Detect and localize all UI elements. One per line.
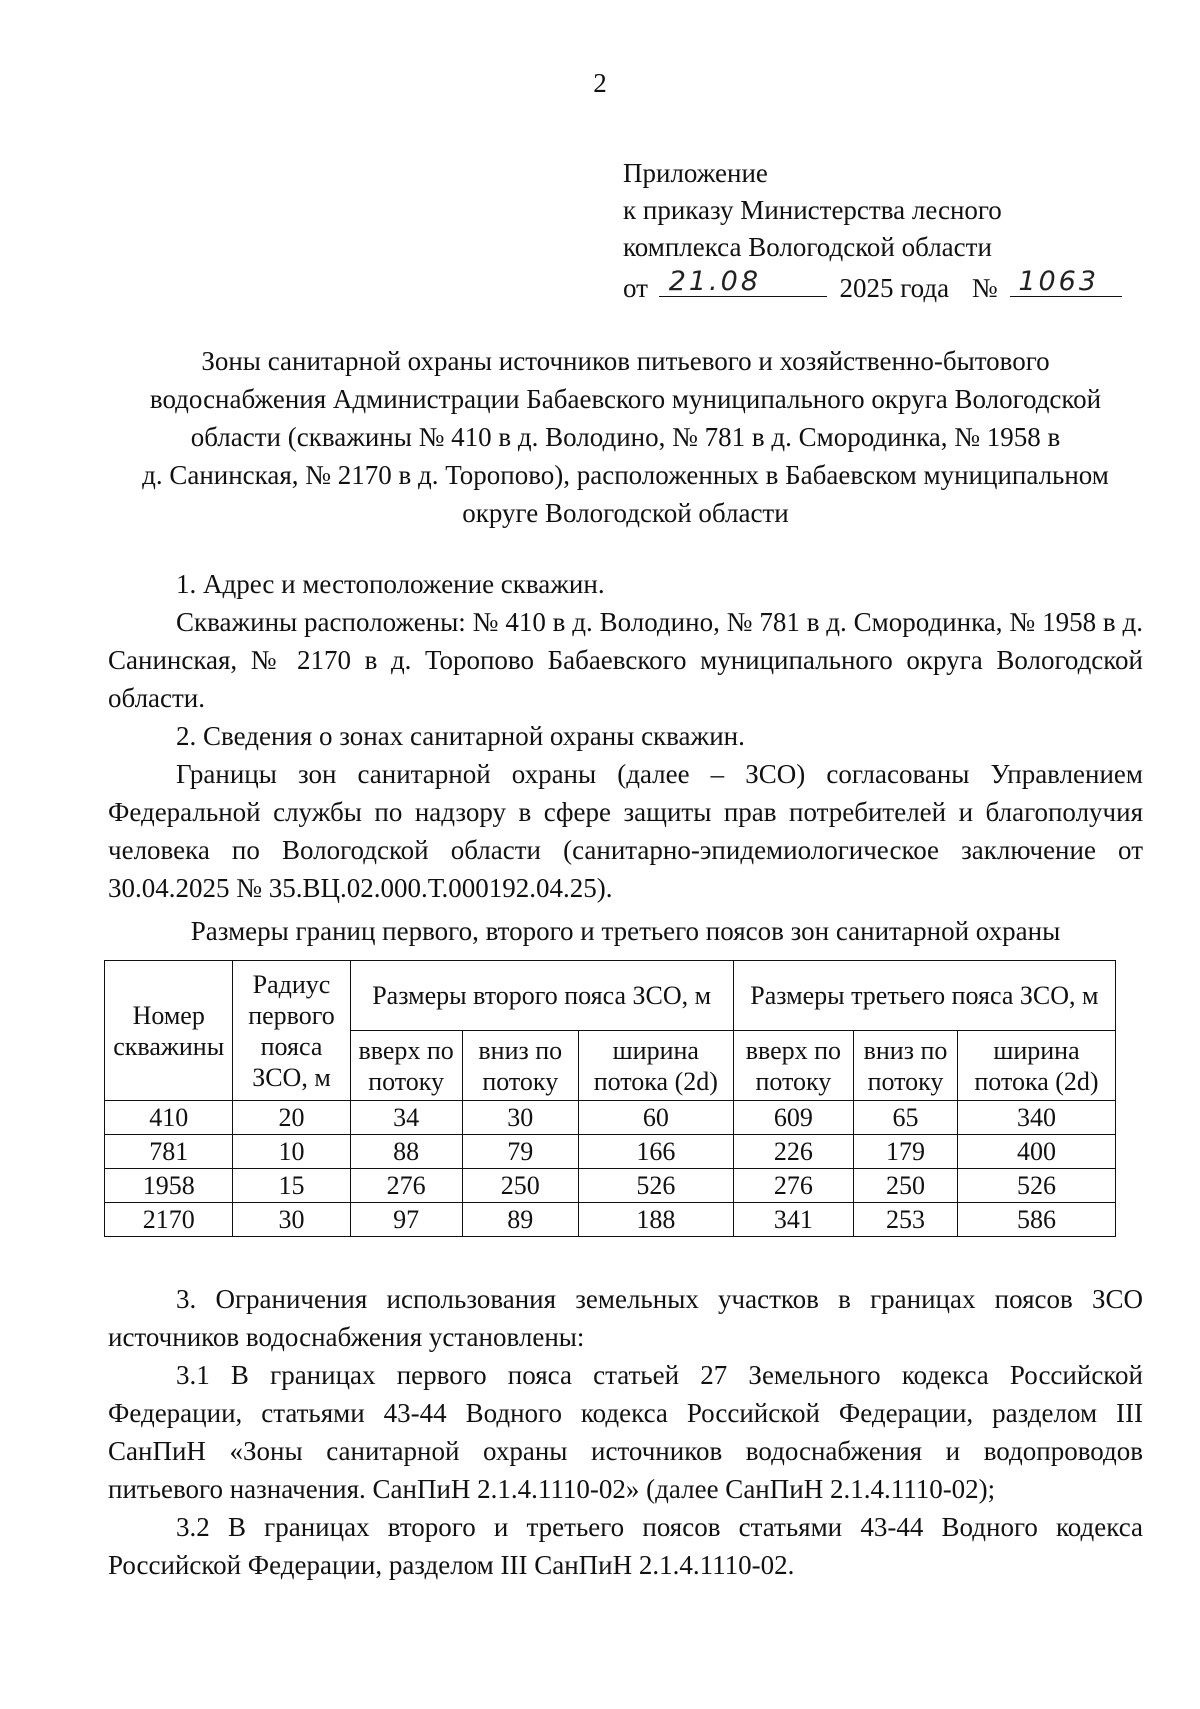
cell-radius: 10 — [233, 1135, 350, 1169]
cell-radius: 20 — [233, 1101, 350, 1135]
cell-width-3: 586 — [957, 1203, 1115, 1237]
cell-down-2: 89 — [462, 1203, 578, 1237]
section-3 — [108, 1280, 1143, 1584]
section-2-text: Границы зон санитарной охраны (далее – ЗСО) согласованы Управлением Федеральной службы по надзору в сфере защиты прав потребителей и благополучия человека по Вологодской области (санитарно-эпидемиологическое заключение от 30.04.2025 № 35.ВЦ.02.000.Т.000192.04.25). — [108, 759, 1143, 903]
table-caption: Размеры границ первого, второго и третьего поясов зон санитарной охраны — [190, 916, 1061, 946]
cell-up-2: 34 — [350, 1101, 462, 1135]
cell-up-2: 97 — [350, 1203, 462, 1237]
cell-up-2: 276 — [350, 1169, 462, 1203]
cell-width-2: 526 — [578, 1169, 733, 1203]
handwritten-date: 21.08 — [668, 266, 761, 297]
title-line-3: области (скважины № 410 в д. Володино, № 781 в д. Смородинка, № 1958 в — [190, 422, 1061, 452]
header-width-2: ширина потока (2d) — [578, 1031, 733, 1101]
cell-radius: 15 — [233, 1169, 350, 1203]
appendix-line-2: к приказу Министерства лесного — [623, 195, 1002, 225]
table-row — [105, 1101, 1116, 1135]
header-up-2: вверх по потоку — [350, 1031, 462, 1101]
date-prefix: от — [623, 273, 648, 303]
cell-down-2: 30 — [462, 1101, 578, 1135]
section-1 — [108, 565, 1143, 717]
number-underline — [1010, 266, 1122, 297]
cell-width-3: 526 — [957, 1169, 1115, 1203]
cell-width-2: 188 — [578, 1203, 733, 1237]
cell-up-3: 276 — [733, 1169, 853, 1203]
handwritten-number: 1063 — [1018, 266, 1100, 297]
number-sign: № — [971, 273, 998, 303]
cell-up-3: 609 — [733, 1101, 853, 1135]
section-1-text: Скважины расположены: № 410 в д. Володино, № 781 в д. Смородинка, № 1958 в д. Санинская, № 2170 в д. Торопово Бабаевского муниципального округа Вологодской области. — [108, 607, 1143, 713]
header-third-belt: Размеры третьего пояса ЗСО, м — [733, 961, 1115, 1031]
header-width-3: ширина потока (2d) — [957, 1031, 1115, 1101]
section-3-item-1: 3.1 В границах первого пояса статьей 27 Земельного кодекса Российской Федерации, статьями 43-44 Водного кодекса Российской Федерации, разделом III СанПиН «Зоны санитарной охраны источников водоснабжения и водопроводов питьевого назначения. СанПиН 2.1.4.1110-02» (далее СанПиН 2.1.4.1110-02); — [108, 1360, 1143, 1504]
table-row — [105, 1135, 1116, 1169]
title-line-4: д. Санинская, № 2170 в д. Торопово), расположенных в Бабаевском муниципальном — [142, 460, 1109, 490]
cell-width-2: 60 — [578, 1101, 733, 1135]
cell-number: 2170 — [105, 1203, 233, 1237]
table-header-row-1 — [105, 961, 1116, 1031]
cell-width-3: 340 — [957, 1101, 1115, 1135]
section-3-text: 3. Ограничения использования земельных участков в границах поясов ЗСО источников водоснабжения установлены: — [108, 1284, 1143, 1352]
zso-table — [104, 960, 1116, 1237]
header-number: Номер скважины — [105, 961, 233, 1101]
title-line-1: Зоны санитарной охраны источников питьевого и хозяйственно-бытового — [201, 346, 1050, 376]
cell-down-2: 250 — [462, 1169, 578, 1203]
appendix-block — [623, 155, 1122, 307]
title-line-2: водоснабжения Администрации Бабаевского муниципального округа Вологодской — [149, 384, 1102, 414]
header-down-2: вниз по потоку — [462, 1031, 578, 1101]
appendix-line-1: Приложение — [623, 158, 768, 188]
table-row — [105, 1203, 1116, 1237]
cell-up-3: 341 — [733, 1203, 853, 1237]
cell-number: 410 — [105, 1101, 233, 1135]
cell-up-3: 226 — [733, 1135, 853, 1169]
section-2-heading: 2. Сведения о зонах санитарной охраны скважин. — [176, 721, 745, 751]
cell-number: 1958 — [105, 1169, 233, 1203]
date-underline — [659, 266, 827, 297]
header-up-3: вверх по потоку — [733, 1031, 853, 1101]
cell-width-3: 400 — [957, 1135, 1115, 1169]
cell-down-3: 179 — [854, 1135, 958, 1169]
cell-number: 781 — [105, 1135, 233, 1169]
cell-radius: 30 — [233, 1203, 350, 1237]
cell-down-2: 79 — [462, 1135, 578, 1169]
cell-up-2: 88 — [350, 1135, 462, 1169]
document-title — [108, 342, 1143, 532]
cell-down-3: 250 — [854, 1169, 958, 1203]
appendix-line-3: комплекса Вологодской области — [623, 232, 992, 262]
cell-down-3: 65 — [854, 1101, 958, 1135]
page-number: 2 — [593, 68, 607, 98]
header-down-3: вниз по потоку — [854, 1031, 958, 1101]
cell-down-3: 253 — [854, 1203, 958, 1237]
header-radius: Радиус первого пояса ЗСО, м — [233, 961, 350, 1101]
appendix-date-line — [623, 266, 1122, 307]
section-2 — [108, 717, 1143, 907]
header-second-belt: Размеры второго пояса ЗСО, м — [350, 961, 733, 1031]
section-3-item-2: 3.2 В границах второго и третьего поясов статьями 43-44 Водного кодекса Российской Федерации, разделом III СанПиН 2.1.4.1110-02. — [108, 1512, 1143, 1580]
section-1-heading: 1. Адрес и местоположение скважин. — [176, 569, 605, 599]
title-line-5: округе Вологодской области — [462, 498, 789, 528]
table-row — [105, 1169, 1116, 1203]
year-text: 2025 года — [839, 273, 950, 303]
cell-width-2: 166 — [578, 1135, 733, 1169]
